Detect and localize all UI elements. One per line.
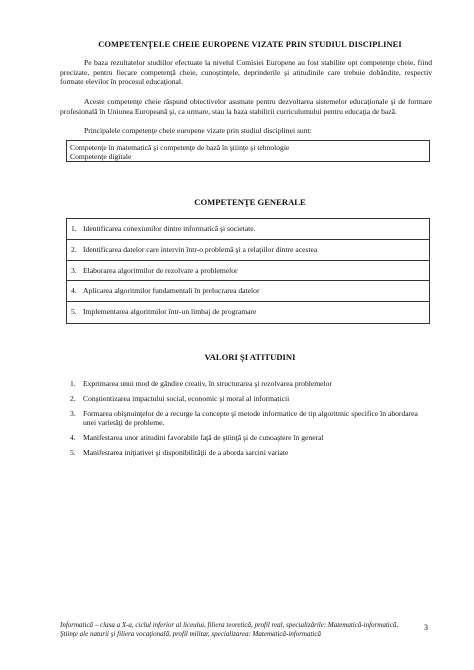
table-row [67, 240, 429, 261]
key-competence-item: Competenţe digitale [70, 152, 132, 161]
item-text: Manifestarea unor atitudini favorabile faţă de ştiinţă şi de cunoaştere în general [83, 433, 324, 443]
item-text: Formarea obişnuinţelor de a recurge la concepte şi metode informatice de tip algoritmic specifice în abordarea unei varietăţi de probleme. [83, 408, 418, 428]
row-number: 4. [71, 286, 77, 296]
item-text: Conştientizarea impactului social, economic şi moral al informaticii [83, 393, 290, 403]
item-number: 4. [70, 433, 76, 443]
list-item [70, 394, 430, 403]
row-text: Implementarea algoritmilor într-un limbaj de programare [83, 307, 257, 317]
row-text: Identificarea datelor care intervin într-o problemă şi a relaţiilor dintre acestea [83, 244, 318, 254]
intro-paragraph-2: Aceste competenţe cheie răspund obiectivelor asumate pentru dezvoltarea sistemelor educaţionale şi de formare profesională în Uniunea Europeană şi, ca urmare, stau la baza stabilirii curriculumului pentru educaţia de bază. [60, 97, 432, 116]
row-number: 1. [71, 224, 77, 233]
general-competences-table [66, 218, 430, 324]
row-text: Elaborarea algoritmilor de rezolvare a problemelor [83, 265, 238, 275]
row-text: Identificarea conexiunilor dintre informatică şi societate. [83, 224, 256, 233]
item-number: 5. [70, 448, 76, 458]
key-competences-box [66, 140, 430, 162]
intro-paragraph-1: Pe baza rezultatelor studiilor efectuate la nivelul Comisiei Europene au fost stabilite opt competenţe cheie, fiind precizate, pentru fiecare competenţă cheie, cunoştinţele, deprinderile şi atitudinile care trebuie dobândite, respectiv formate elevilor în procesul educaţional. [60, 58, 432, 87]
item-text: Exprimarea unui mod de gândire creativ, în structurarea şi rezolvarea problemelor [83, 379, 332, 388]
table-row [67, 281, 429, 302]
page-footer: Informatică – clasa a X-a, ciclul inferior al liceului, filiera teoretică, profil real, specializările: Matematică-informatică, Ştiinţe ale naturii şi filiera vocaţională, profil militar, specializarea: Matematică-informatică [60, 621, 399, 638]
key-competence-item: Competenţe în matematică şi competenţe de bază în ştiinţe şi tehnologie [70, 143, 290, 152]
list-item [70, 379, 430, 388]
intro-paragraph-3: Principalele competenţe cheie europene vizate prin studiul disciplinei sunt: [84, 126, 312, 135]
page-number: 3 [424, 623, 428, 632]
item-number: 2. [70, 393, 76, 403]
table-row [67, 261, 429, 282]
table-row [67, 302, 429, 323]
item-number: 3. [70, 408, 76, 418]
values-list [70, 379, 430, 463]
row-number: 2. [71, 244, 77, 254]
item-number: 1. [70, 379, 76, 388]
page-title: COMPETENŢELE CHEIE EUROPENE VIZATE PRIN STUDIUL DISCIPLINEI [98, 40, 402, 49]
list-item [70, 448, 430, 457]
row-number: 3. [71, 265, 77, 275]
row-number: 5. [71, 307, 77, 317]
item-text: Manifestarea iniţiativei şi disponibilităţii de a aborda sarcini variate [83, 448, 289, 458]
list-item [70, 433, 430, 442]
list-item [70, 409, 430, 428]
row-text: Aplicarea algoritmilor fundamentali în prelucrarea datelor [83, 286, 260, 296]
table-row [67, 219, 429, 240]
general-competences-heading: COMPETENŢE GENERALE [194, 197, 306, 207]
values-heading: VALORI ŞI ATITUDINI [204, 352, 296, 362]
